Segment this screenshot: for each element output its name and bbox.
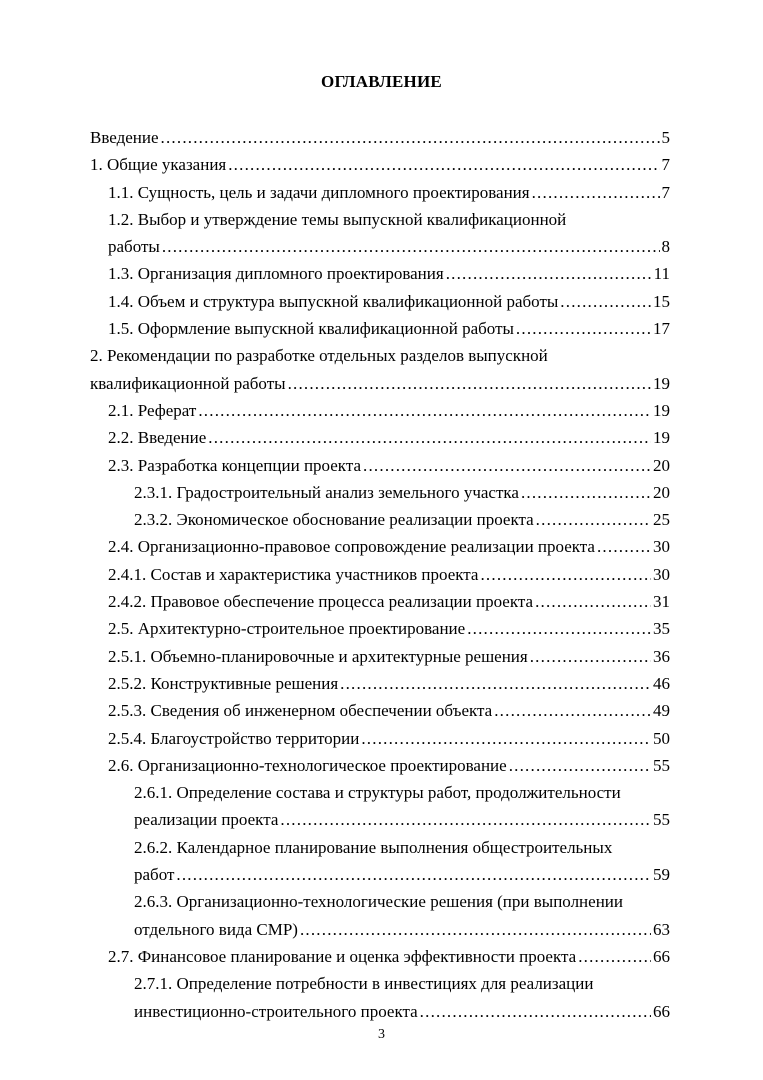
toc-entry-title: реализации проекта xyxy=(134,810,279,830)
toc-entry[interactable] xyxy=(90,206,670,261)
toc-entry-title: 2.5.1. Объемно-планировочные и архитектурные решения xyxy=(108,646,528,666)
toc-entry-page: 19 xyxy=(653,400,670,420)
toc-entry-title-line: 2.6.3. Организационно-технологические решения (при выполнении xyxy=(134,892,623,912)
toc-entry-title: 2.4.2. Правовое обеспечение процесса реализации проекта xyxy=(108,592,534,612)
toc-entry[interactable] xyxy=(90,697,670,724)
toc-entry[interactable] xyxy=(90,752,670,779)
dot-leader xyxy=(467,615,651,642)
toc-entry-page: 8 xyxy=(661,237,670,257)
dot-leader xyxy=(446,260,652,287)
toc-entry[interactable] xyxy=(90,970,670,1025)
dot-leader xyxy=(363,452,651,479)
toc-entry-page: 25 xyxy=(653,510,670,530)
toc-entry[interactable] xyxy=(90,670,670,697)
dot-leader xyxy=(516,315,651,342)
toc-entry-line xyxy=(108,260,670,287)
dot-leader xyxy=(530,643,651,670)
toc-entry-title-line: 2.7.1. Определение потребности в инвестициях для реализации xyxy=(134,974,594,994)
toc-entry-page: 59 xyxy=(653,865,670,885)
dot-leader xyxy=(288,370,651,397)
toc-entry-line xyxy=(90,151,670,178)
toc-entry-page: 19 xyxy=(653,428,670,448)
toc-entry[interactable] xyxy=(90,315,670,342)
toc-entry-page: 20 xyxy=(653,455,670,475)
toc-entry-page: 55 xyxy=(653,810,670,830)
toc-entry-title-line: 2.6.2. Календарное планирование выполнения общестроительных xyxy=(134,837,613,857)
toc-entry-page: 17 xyxy=(653,319,670,339)
toc-entry-title: Введение xyxy=(90,128,159,147)
toc-entry[interactable] xyxy=(90,124,670,151)
dot-leader xyxy=(300,916,651,943)
toc-entry-title: 2.3. Разработка концепции проекта xyxy=(108,455,362,475)
toc-entry-line xyxy=(108,424,670,451)
toc-entry-line xyxy=(134,916,670,943)
toc-entry-line xyxy=(108,179,670,206)
toc-entry-title: 2.7. Финансовое планирование и оценка эффективности проекта xyxy=(108,946,577,966)
toc-entry-title: 2.3.1. Градостроительный анализ земельного участка xyxy=(134,482,519,502)
toc-entry[interactable] xyxy=(90,342,670,397)
dot-leader xyxy=(161,124,660,151)
toc-entry-page: 11 xyxy=(653,264,670,284)
toc-entry[interactable] xyxy=(90,779,670,834)
toc-entry-title-line: 2.6.1. Определение состава и структуры работ, продолжительности xyxy=(134,783,621,803)
toc-entry-page: 19 xyxy=(653,373,670,393)
toc-entry-title: 2.1. Реферат xyxy=(108,400,197,420)
toc-entry-title: 1.1. Сущность, цель и задачи дипломного проектирования xyxy=(108,182,530,202)
toc-entry[interactable] xyxy=(90,561,670,588)
toc-entry-line xyxy=(134,861,670,888)
toc-entry[interactable] xyxy=(90,506,670,533)
dot-leader xyxy=(521,479,651,506)
dot-leader xyxy=(208,424,651,451)
toc-entry[interactable] xyxy=(90,888,670,943)
toc-entry-page: 66 xyxy=(653,1001,670,1021)
dot-leader xyxy=(228,151,659,178)
toc-entry-line xyxy=(108,588,670,615)
toc-entry-page: 15 xyxy=(653,291,670,311)
toc-entry-title: 2.4.1. Состав и характеристика участников проекта xyxy=(108,564,479,584)
toc-entry-line xyxy=(108,615,670,642)
toc-entry-page: 5 xyxy=(661,128,670,147)
toc-entry-line xyxy=(134,479,670,506)
toc-entry-title: 1.5. Оформление выпускной квалификационной работы xyxy=(108,319,514,339)
dot-leader xyxy=(560,288,651,315)
toc-entry[interactable] xyxy=(90,615,670,642)
dot-leader xyxy=(535,588,651,615)
toc-entry-page: 36 xyxy=(653,646,670,666)
toc-entry-page: 7 xyxy=(661,182,670,202)
toc-entry-line xyxy=(108,561,670,588)
dot-leader xyxy=(509,752,651,779)
dot-leader xyxy=(280,806,651,833)
toc-entry-line xyxy=(134,506,670,533)
toc-entry-page: 30 xyxy=(653,564,670,584)
dot-leader xyxy=(420,998,651,1025)
toc-entry-title: 2.4. Организационно-правовое сопровождение реализации проекта xyxy=(108,537,595,557)
toc-entry-line xyxy=(108,288,670,315)
toc-entry[interactable] xyxy=(90,260,670,287)
toc-entry-page: 55 xyxy=(653,755,670,775)
toc-entry-line xyxy=(108,670,670,697)
toc-entry[interactable] xyxy=(90,479,670,506)
toc-entry-line xyxy=(108,315,670,342)
dot-leader xyxy=(494,697,651,724)
toc-entry[interactable] xyxy=(90,288,670,315)
toc-entry-line xyxy=(108,452,670,479)
toc-entry-title: 2.5. Архитектурно-строительное проектирование xyxy=(108,619,466,639)
toc-entry[interactable] xyxy=(90,834,670,889)
toc-entry-title: работ xyxy=(134,865,175,885)
toc-entry-page: 63 xyxy=(653,919,670,939)
dot-leader xyxy=(361,725,651,752)
toc-entry[interactable] xyxy=(90,725,670,752)
toc-entry-line xyxy=(134,806,670,833)
toc-entry[interactable] xyxy=(90,533,670,560)
toc-entry-title: 2.3.2. Экономическое обоснование реализации проекта xyxy=(134,510,534,530)
toc-entry-title: 1.4. Объем и структура выпускной квалификационной работы xyxy=(108,291,559,311)
toc-entry-page: 7 xyxy=(661,155,670,175)
dot-leader xyxy=(532,179,660,206)
toc-entry[interactable] xyxy=(90,452,670,479)
toc-entry-line xyxy=(108,643,670,670)
toc-entry-title-line: 1.2. Выбор и утверждение темы выпускной квалификационной xyxy=(108,209,567,229)
toc-entry-page: 66 xyxy=(653,946,670,966)
toc-entry-title: 2.2. Введение xyxy=(108,428,207,448)
toc-entry-title: работы xyxy=(108,237,160,257)
dot-leader xyxy=(597,533,651,560)
dot-leader xyxy=(198,397,651,424)
toc-entry-line xyxy=(108,233,670,260)
page-title: ОГЛАВЛЕНИЕ xyxy=(321,72,442,91)
toc-entry-page: 20 xyxy=(653,482,670,502)
toc-entry-page: 50 xyxy=(653,728,670,748)
toc-entry[interactable] xyxy=(90,943,670,970)
toc-entry-title: 1.3. Организация дипломного проектирования xyxy=(108,264,444,284)
table-of-contents xyxy=(90,124,670,1025)
toc-entry-page: 35 xyxy=(653,619,670,639)
toc-entry-title: квалификационной работы xyxy=(90,373,286,393)
toc-entry-title: отдельного вида СМР) xyxy=(134,919,298,939)
toc-entry-title: 2.5.4. Благоустройство территории xyxy=(108,728,360,748)
toc-entry-line xyxy=(108,725,670,752)
dot-leader xyxy=(480,561,651,588)
toc-entry-line xyxy=(108,697,670,724)
toc-entry-page: 30 xyxy=(653,537,670,557)
toc-entry-title: 2.5.2. Конструктивные решения xyxy=(108,673,339,693)
toc-entry-line xyxy=(108,752,670,779)
toc-entry[interactable] xyxy=(90,179,670,206)
toc-entry[interactable] xyxy=(90,424,670,451)
toc-entry[interactable] xyxy=(90,151,670,178)
toc-entry[interactable] xyxy=(90,643,670,670)
toc-entry-line xyxy=(108,943,670,970)
toc-entry-line xyxy=(108,397,670,424)
toc-entry-line xyxy=(90,124,670,151)
toc-entry-title: инвестиционно-строительного проекта xyxy=(134,1001,418,1021)
toc-entry-title-line: 2. Рекомендации по разработке отдельных разделов выпускной xyxy=(90,346,548,366)
toc-entry-line xyxy=(134,998,670,1025)
dot-leader xyxy=(578,943,651,970)
dot-leader xyxy=(176,861,651,888)
toc-entry-line xyxy=(108,533,670,560)
toc-entry-page: 49 xyxy=(653,701,670,721)
toc-entry-page: 46 xyxy=(653,673,670,693)
toc-entry-title: 1. Общие указания xyxy=(90,155,227,175)
toc-entry-title: 2.5.3. Сведения об инженерном обеспечении объекта xyxy=(108,701,493,721)
toc-entry-page: 31 xyxy=(653,592,670,612)
dot-leader xyxy=(536,506,651,533)
toc-entry[interactable] xyxy=(90,588,670,615)
toc-entry[interactable] xyxy=(90,397,670,424)
toc-entry-line xyxy=(90,370,670,397)
dot-leader xyxy=(162,233,660,260)
toc-entry-title: 2.6. Организационно-технологическое проектирование xyxy=(108,755,507,775)
page-number: 3 xyxy=(378,1027,385,1042)
dot-leader xyxy=(340,670,651,697)
